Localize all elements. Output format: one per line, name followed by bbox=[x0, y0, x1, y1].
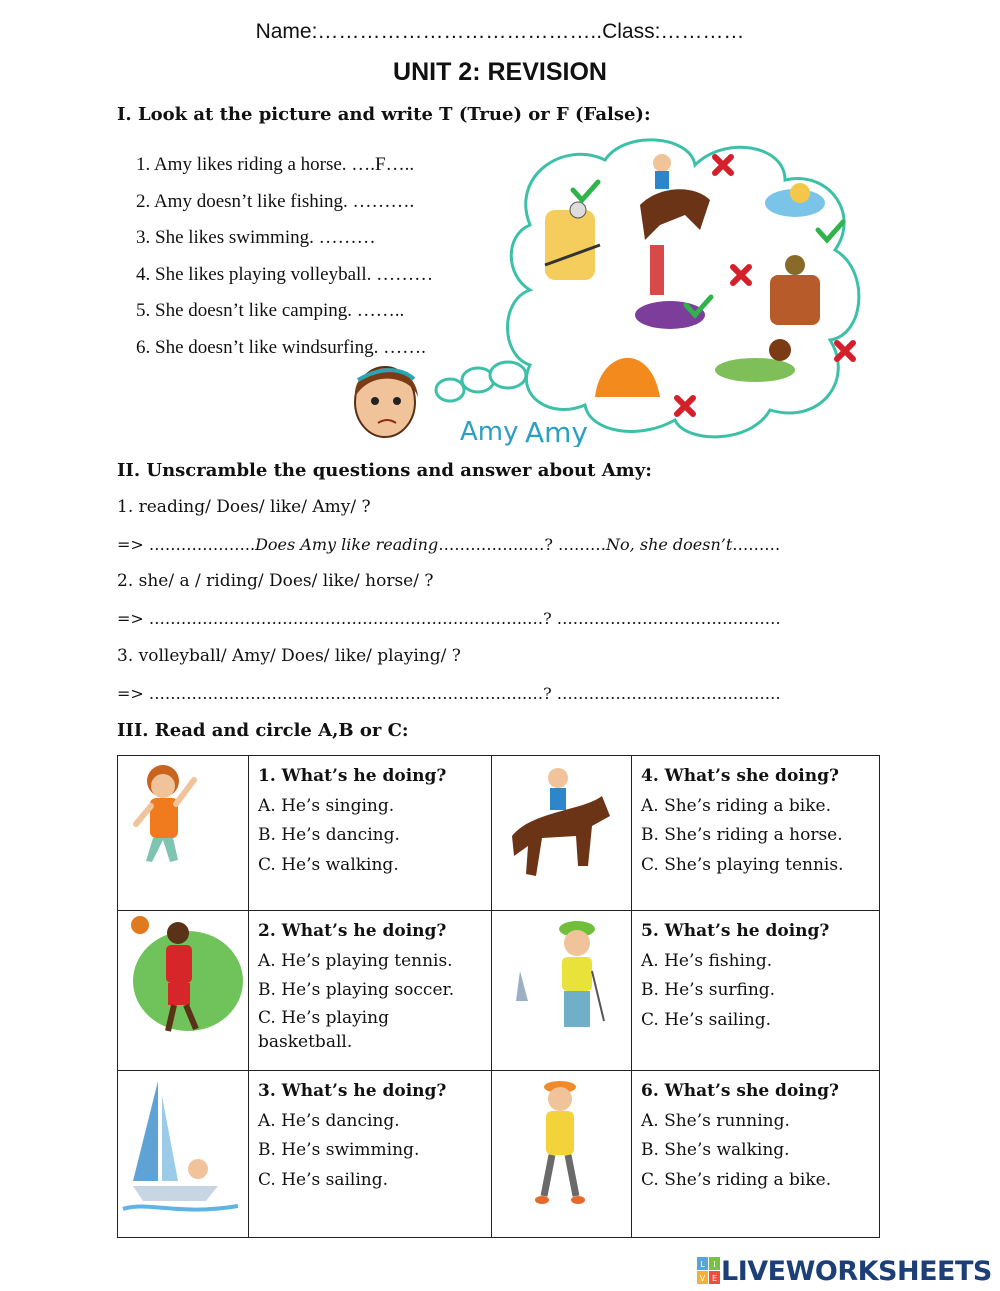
picture-cell bbox=[118, 911, 249, 1071]
basketball-player-icon bbox=[118, 911, 248, 1060]
answer-line-1[interactable]: => ………………..Does Amy like reading……………..…? ………No, she doesn’t……… bbox=[117, 535, 781, 554]
question-cell-4 bbox=[632, 756, 880, 911]
multiple-choice-table bbox=[117, 755, 880, 1238]
scramble-question-2: 2. she/ a / riding/ Does/ like/ horse/ ? bbox=[117, 571, 434, 591]
tf-item-4: 4. She likes playing volleyball. ……… bbox=[136, 264, 434, 285]
option-a[interactable]: A. He’s dancing. bbox=[258, 1110, 400, 1131]
picture-cell bbox=[118, 756, 249, 911]
tf-item-5: 5. She doesn’t like camping. …….. bbox=[136, 300, 405, 321]
scramble-question-1: 1. reading/ Does/ like/ Amy/ ? bbox=[117, 497, 371, 517]
tf-item-6: 6. She doesn’t like windsurfing. ……. bbox=[136, 337, 426, 358]
svg-text:V: V bbox=[699, 1274, 706, 1283]
option-a[interactable]: A. She’s running. bbox=[641, 1110, 790, 1131]
question-4: 4. What’s she doing? bbox=[641, 766, 839, 786]
section3-heading: III. Read and circle A,B or C: bbox=[117, 720, 409, 741]
option-b[interactable]: B. He’s swimming. bbox=[258, 1140, 420, 1160]
sailing-boy-icon bbox=[118, 1071, 248, 1227]
option-c[interactable]: C. She’s playing tennis. bbox=[641, 854, 844, 875]
amy-label: Amy bbox=[460, 417, 519, 447]
picture-cell bbox=[492, 1071, 632, 1238]
option-b[interactable]: B. He’s playing soccer. bbox=[258, 980, 455, 1000]
option-b[interactable]: B. She’s walking. bbox=[641, 1140, 790, 1160]
option-a[interactable]: A. He’s singing. bbox=[258, 795, 395, 816]
amy-face-icon bbox=[355, 367, 418, 437]
option-c[interactable]: C. She’s riding a bike. bbox=[641, 1169, 832, 1190]
option-c[interactable]: C. He’s sailing. bbox=[641, 1009, 772, 1030]
walking-girl-icon bbox=[492, 1071, 631, 1227]
liveworksheets-logo-icon bbox=[697, 1257, 721, 1285]
option-a[interactable]: A. He’s playing tennis. bbox=[258, 950, 453, 971]
amy-label-2: Amy bbox=[525, 416, 588, 447]
question-6: 6. What’s she doing? bbox=[641, 1081, 839, 1101]
option-c[interactable]: C. He’s walking. bbox=[258, 854, 399, 875]
picture-cell bbox=[492, 911, 632, 1071]
question-1: 1. What’s he doing? bbox=[258, 766, 447, 786]
question-cell-5 bbox=[632, 911, 880, 1071]
scramble-question-3: 3. volleyball/ Amy/ Does/ like/ playing/ ? bbox=[117, 646, 461, 666]
tf-item-2: 2. Amy doesn’t like fishing. ………. bbox=[136, 191, 415, 212]
question-cell-2 bbox=[249, 911, 492, 1071]
question-3: 3. What’s he doing? bbox=[258, 1081, 447, 1101]
question-2: 2. What’s he doing? bbox=[258, 921, 447, 941]
picture-cell bbox=[492, 756, 632, 911]
cross-icon bbox=[837, 343, 853, 359]
svg-text:I: I bbox=[713, 1260, 716, 1269]
question-cell-1 bbox=[249, 756, 492, 911]
name-class-line: Name:…………………………………..Class:………… bbox=[255, 20, 745, 43]
option-a[interactable]: A. He’s fishing. bbox=[641, 950, 773, 971]
option-b[interactable]: B. He’s surfing. bbox=[641, 980, 776, 1000]
fishing-boy-icon bbox=[492, 911, 631, 1060]
amy-thought-cloud-illustration bbox=[340, 135, 890, 447]
dancing-boy-icon bbox=[118, 756, 248, 900]
volleyball-player-icon bbox=[545, 202, 600, 280]
horse-riding-girl-icon bbox=[492, 756, 631, 900]
answer-line-2[interactable]: => ……………………………………………………………..…? …………………………………… bbox=[117, 609, 781, 628]
section2-heading: II. Unscramble the questions and answer about Amy: bbox=[117, 460, 652, 481]
tf-item-1: 1. Amy likes riding a horse. ….F….. bbox=[136, 154, 415, 175]
option-a[interactable]: A. She’s riding a bike. bbox=[641, 795, 832, 816]
option-b[interactable]: B. He’s dancing. bbox=[258, 825, 400, 845]
tf-item-3: 3. She likes swimming. ……… bbox=[136, 227, 376, 248]
svg-text:E: E bbox=[711, 1274, 718, 1283]
option-c[interactable]: C. He’s sailing. bbox=[258, 1169, 389, 1190]
section1-heading: I. Look at the picture and write T (True) or F (False): bbox=[117, 104, 651, 125]
svg-text:L: L bbox=[700, 1260, 705, 1269]
option-b[interactable]: B. She’s riding a horse. bbox=[641, 825, 843, 845]
logo-text: LIVEWORKSHEETS bbox=[721, 1255, 992, 1287]
option-c[interactable]: C. He’s playing basketball. bbox=[258, 1007, 389, 1052]
picture-cell bbox=[118, 1071, 249, 1238]
liveworksheets-logo bbox=[697, 1256, 992, 1286]
answer-line-3[interactable]: => ……………………………………………………………..…? …………………………………… bbox=[117, 684, 781, 703]
question-cell-3 bbox=[249, 1071, 492, 1238]
question-5: 5. What’s he doing? bbox=[641, 921, 830, 941]
question-cell-6 bbox=[632, 1071, 880, 1238]
page-title: UNIT 2: REVISION bbox=[393, 58, 607, 86]
